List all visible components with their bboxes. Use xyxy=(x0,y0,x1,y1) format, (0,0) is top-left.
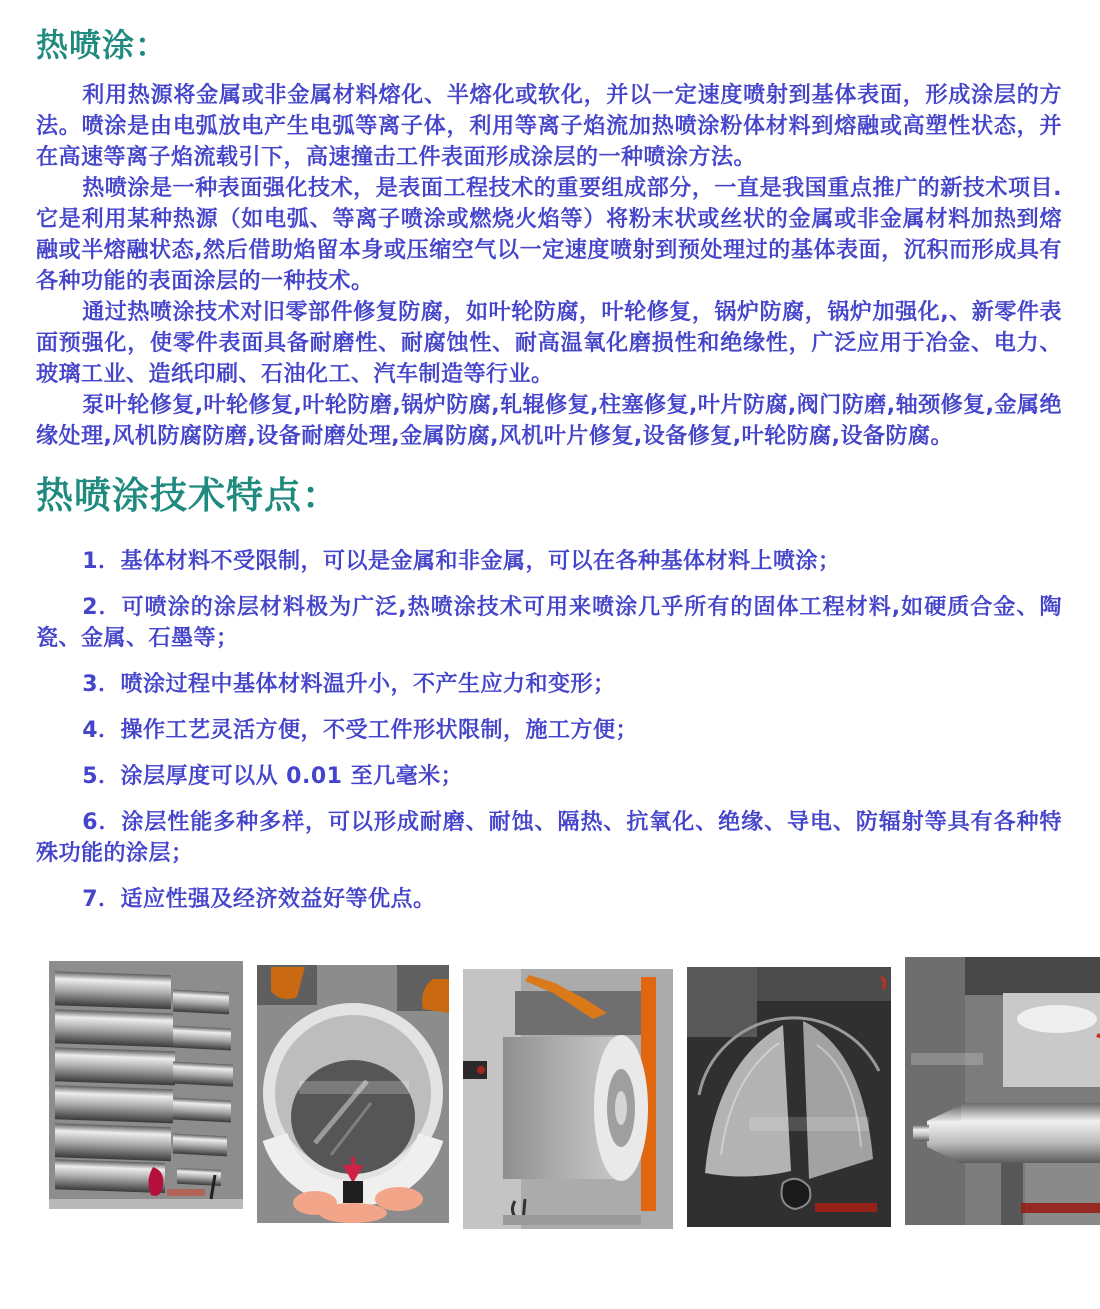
photo-cylinder-flange xyxy=(463,969,673,1229)
red-watermark-smudge xyxy=(815,1203,877,1212)
dark-blob xyxy=(343,1181,363,1203)
photo-metal-shafts xyxy=(49,961,243,1209)
feature-item-4: 4．操作工艺灵活方便，不受工件形状限制，施工方便； xyxy=(82,718,638,743)
photo-gallery xyxy=(49,957,1062,1229)
red-watermark-smudge xyxy=(167,1189,205,1196)
salmon-blob xyxy=(319,1203,387,1223)
feature-item-7: 7．适应性强及经济效益好等优点。 xyxy=(82,887,436,912)
red-dot xyxy=(477,1066,485,1074)
intro-paragraph-1: 利用热源将金属或非金属材料熔化、半熔化或软化，并以一定速度喷射到基体表面，形成涂层的方法。喷涂是由电弧放电产生电弧等离子体，利用等离子焰流加热喷涂粉体材料到熔融或高塑性状态，并在高速等离子焰流载引下，高速撞击工件表面形成涂层的一种喷涂方法。 xyxy=(36,83,1062,170)
white-highlight xyxy=(1017,1005,1097,1033)
faint-watermark xyxy=(749,1117,869,1131)
hub-curl xyxy=(782,1179,811,1209)
feature-item-5: 5．涂层厚度可以从 0.01 至几毫米； xyxy=(82,764,464,789)
faint-watermark xyxy=(299,1081,409,1094)
support-post xyxy=(1001,1163,1023,1225)
intro-paragraph-2: 热喷涂是一种表面强化技术，是表面工程技术的重要组成部分，一直是我国重点推广的新技术项目.它是利用某种热源（如电弧、等离子喷涂或燃烧火焰等）将粉末状或丝状的金属或非金属材料加热到熔融或半熔融状态,然后借助焰留本身或压缩空气以一定速度喷射到预处理过的基体表面，沉积而形成具有各种功能的表面涂层的一种技术。 xyxy=(36,176,1062,294)
salmon-blob xyxy=(375,1187,423,1211)
photo-impeller xyxy=(687,967,891,1227)
feature-item-1: 1．基体材料不受限制，可以是金属和非金属，可以在各种基体材料上喷涂； xyxy=(82,549,841,574)
feature-item-6: 6．涂层性能多种多样，可以形成耐磨、耐蚀、隔热、抗氧化、绝缘、导电、防辐射等具有各种特殊功能的涂层； xyxy=(36,810,1062,866)
intro-paragraph-4: 泵叶轮修复,叶轮修复,叶轮防磨,锅炉防腐,轧辊修复,柱塞修复,叶片防腐,阀门防磨,轴颈修复,金属绝缘处理,风机防腐防磨,设备耐磨处理,金属防腐,风机叶片修复,设备修复,叶轮防腐,设备防腐。 xyxy=(36,393,1062,449)
faint-watermark xyxy=(911,1053,983,1065)
feature-item-2: 2．可喷涂的涂层材料极为广泛,热喷涂技术可用来喷涂几乎所有的固体工程材料,如硬质合金、陶瓷、金属、石墨等； xyxy=(36,595,1062,651)
intro-paragraph-3: 通过热喷涂技术对旧零部件修复防腐，如叶轮防腐，叶轮修复，锅炉防腐，锅炉加强化,、新零件表面预强化，使零件表面具备耐磨性、耐腐蚀性、耐高温氧化磨损性和绝缘性，广泛应用于冶金、电力、玻璃工业、造纸印刷、石油化工、汽车制造等行业。 xyxy=(36,300,1062,387)
shaft-body xyxy=(961,1103,1100,1163)
photo-white-ring xyxy=(257,965,449,1223)
features-section-title: 热喷涂技术特点： xyxy=(36,474,340,517)
red-watermark-smudge xyxy=(1021,1203,1100,1213)
feature-item-3: 3．喷涂过程中基体材料温升小，不产生应力和变形； xyxy=(82,672,616,697)
photo-shaft-lathe xyxy=(905,957,1100,1225)
page-title: 热喷涂： xyxy=(36,26,169,64)
